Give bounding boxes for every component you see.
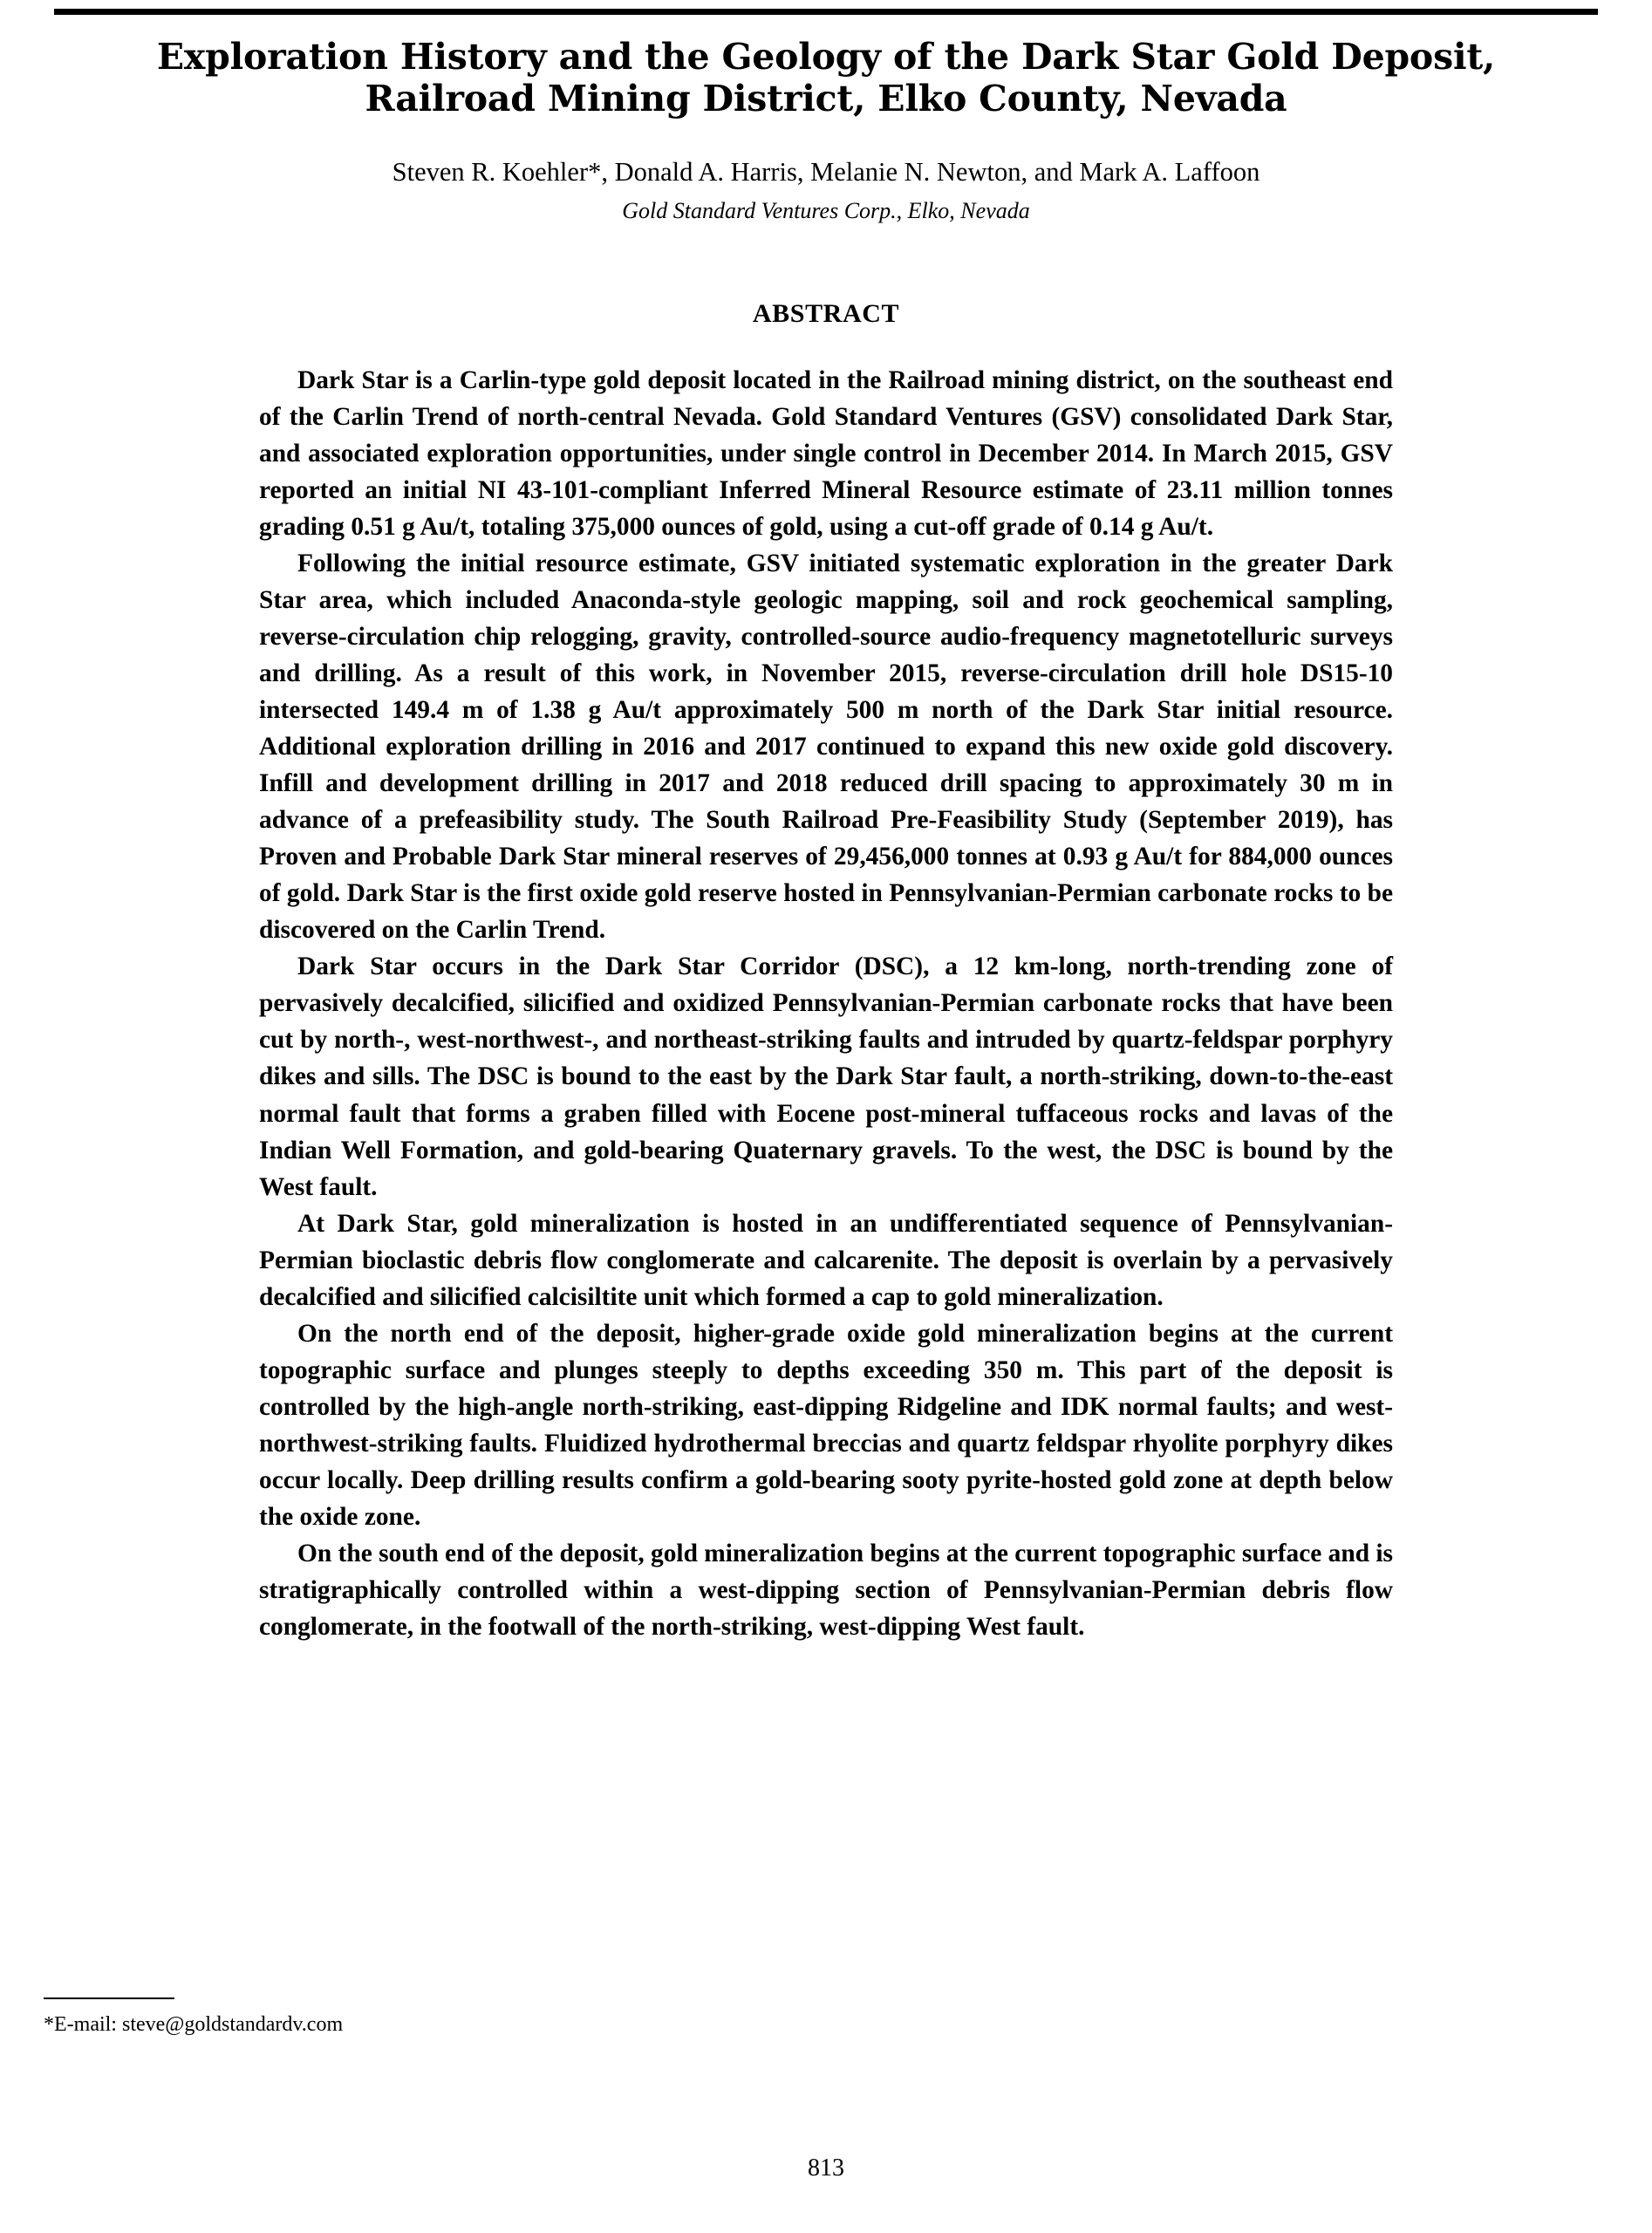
abstract-paragraph: On the south end of the deposit, gold mineralization begins at the current topographic surface and is stratigraphically controlled within a west-dipping section of Pennsylvanian-Permian debris flow conglomerate, in the footwall of the north-striking, west-dipping West fault. xyxy=(259,1540,1393,1642)
page-content xyxy=(54,30,1598,1645)
abstract-heading: ABSTRACT xyxy=(752,298,900,328)
affiliation: Gold Standard Ventures Corp., Elko, Nevada xyxy=(622,197,1030,223)
abstract-paragraph: Dark Star occurs in the Dark Star Corridor (DSC), a 12 km-long, north-trending zone of pervasively decalcified, silicified and oxidized Pennsylvanian-Permian carbonate rocks that have been cut by north-, west-northwest-, and northeast-striking faults and intruded by quartz-feldspar porphyry dikes and sills. The DSC is bound to the east by the Dark Star fault, a north-striking, down-to-the-east normal fault that forms a graben filled with Eocene post-mineral tuffaceous rocks and lavas of the Indian Well Formation, and gold-bearing Quaternary gravels. To the west, the DSC is bound by the West fault. xyxy=(259,953,1393,1201)
page-title: Exploration History and the Geology of the Dark Star Gold Deposit, Railroad Mining District, Elko County, Nevada xyxy=(156,36,1496,120)
abstract-paragraph: Dark Star is a Carlin-type gold deposit located in the Railroad mining district, on the southeast end of the Carlin Trend of north-central Nevada. Gold Standard Ventures (GSV) consolidated Dark Star, and associated exploration opportunities, under single control in December 2014. In March 2015, GSV reported an initial NI 43-101-compliant Inferred Mineral Resource estimate of 23.11 million tonnes grading 0.51 g Au/t, totaling 375,000 ounces of gold, using a cut-off grade of 0.14 g Au/t. xyxy=(259,365,1393,541)
footnote-email: *E-mail: steve@goldstandardv.com xyxy=(44,2013,344,2036)
abstract-body xyxy=(259,362,1393,1646)
abstract-paragraph: On the north end of the deposit, higher-grade oxide gold mineralization begins at the current topographic surface and plunges steeply to depths exceeding 350 m. This part of the deposit is controlled by the high-angle north-striking, east-dipping Ridgeline and IDK normal faults; and west-northwest-striking faults. Fluidized hydrothermal breccias and quartz feldspar rhyolite porphyry dikes occur locally. Deep drilling results confirm a gold-bearing sooty pyrite-hosted gold zone at depth below the oxide zone. xyxy=(259,1319,1393,1532)
page-number: 813 xyxy=(808,2154,844,2182)
header-rule xyxy=(54,9,1598,15)
author-list: Steven R. Koehler*, Donald A. Harris, Melanie N. Newton, and Mark A. Laffoon xyxy=(392,156,1260,187)
abstract-paragraph: Following the initial resource estimate, GSV initiated systematic exploration in the greater Dark Star area, which included Anaconda-style geologic mapping, soil and rock geochemical sampling, reverse-circulation chip relogging, gravity, controlled-source audio-frequency magnetotelluric surveys and drilling. As a result of this work, in November 2015, reverse-circulation drill hole DS15-10 intersected 149.4 m of 1.38 g Au/t approximately 500 m north of the Dark Star initial resource. Additional exploration drilling in 2016 and 2017 continued to expand this new oxide gold discovery. Infill and development drilling in 2017 and 2018 reduced drill spacing to approximately 30 m in advance of a prefeasibility study. The South Railroad Pre-Feasibility Study (September 2019), has Proven and Probable Dark Star mineral reserves of 29,456,000 tonnes at 0.93 g Au/t for 884,000 ounces of gold. Dark Star is the first oxide gold reserve hosted in Pennsylvanian-Permian carbonate rocks to be discovered on the Carlin Trend. xyxy=(259,549,1393,945)
footnote-separator xyxy=(44,1997,174,1999)
abstract-paragraph: At Dark Star, gold mineralization is hosted in an undifferentiated sequence of Pennsylvanian-Permian bioclastic debris flow conglomerate and calcarenite. The deposit is overlain by a pervasively decalcified and silicified calcisiltite unit which formed a cap to gold mineralization. xyxy=(259,1209,1393,1311)
